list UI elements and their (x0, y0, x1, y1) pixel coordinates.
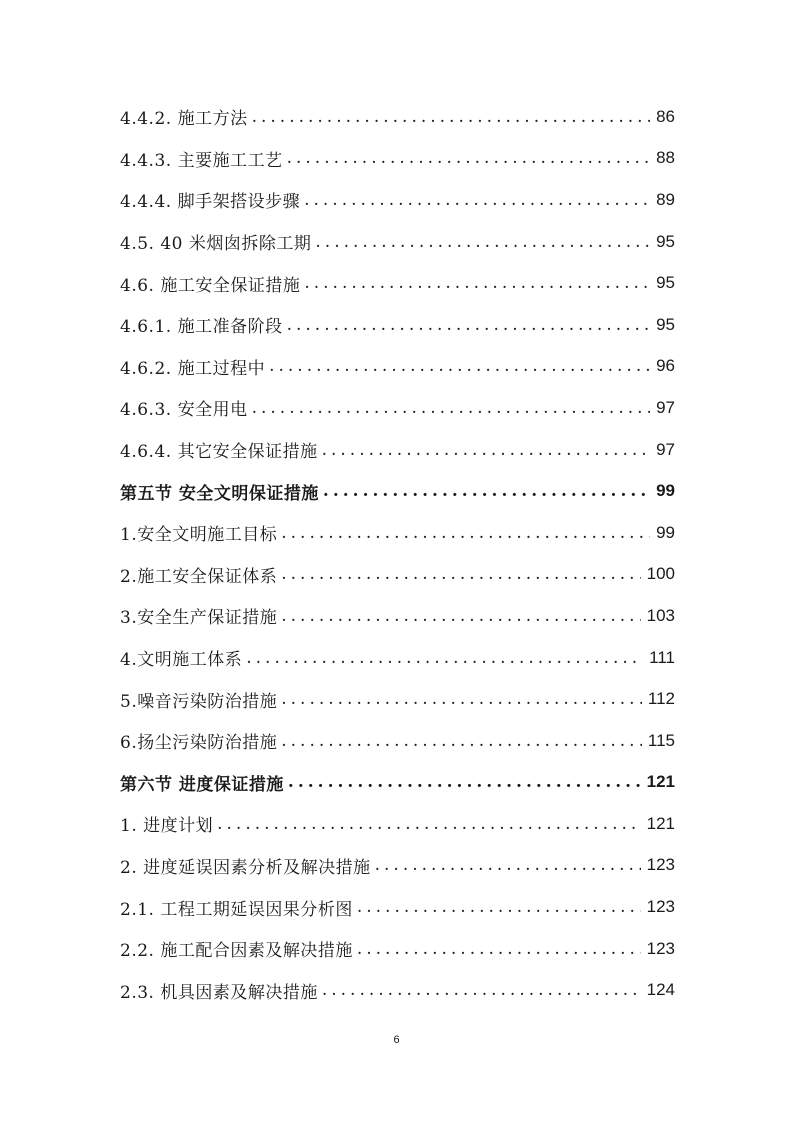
toc-entry-label: 6.扬尘污染防治措施 (120, 733, 278, 754)
toc-leader-dots (315, 232, 650, 252)
toc-entry[interactable] (120, 554, 675, 596)
toc-entry-label: 4.4.4. 脚手架搭设步骤 (120, 192, 301, 213)
toc-entry-label: 4.4.3. 主要施工工艺 (120, 150, 283, 171)
toc-entry-label: 2. 进度延误因素分析及解决措施 (120, 857, 371, 878)
toc-entry-page: 111 (649, 647, 675, 667)
toc-entry[interactable] (120, 96, 675, 138)
toc-leader-dots (246, 648, 643, 668)
toc-leader-dots (281, 523, 650, 543)
toc-entry-page: 123 (646, 938, 675, 958)
toc-entry-page: 95 (656, 314, 675, 334)
toc-entry-label: 第五节 安全文明保证措施 (120, 483, 319, 504)
toc-entry[interactable] (120, 678, 675, 720)
toc-section-heading[interactable] (120, 762, 675, 804)
toc-entry-label: 4.4.2. 施工方法 (120, 109, 248, 130)
toc-entry-page: 97 (656, 439, 675, 459)
toc-entry-label: 2.3. 机具因素及解决措施 (120, 982, 318, 1003)
toc-entry-label: 4.6.2. 施工过程中 (120, 358, 266, 379)
toc-entry-page: 100 (646, 564, 675, 584)
toc-leader-dots (322, 440, 651, 460)
toc-entry-page: 121 (646, 813, 675, 833)
toc-entry[interactable] (120, 387, 675, 429)
toc-entry[interactable] (120, 637, 675, 679)
toc-leader-dots (281, 606, 640, 626)
toc-entry-label: 第六节 进度保证措施 (120, 774, 284, 795)
toc-section-heading[interactable] (120, 470, 675, 512)
toc-entry[interactable] (120, 138, 675, 180)
toc-entry-page: 124 (646, 980, 675, 1000)
toc-leader-dots (357, 897, 641, 917)
toc-leader-dots (304, 273, 650, 293)
toc-entry-label: 4.6.3. 安全用电 (120, 400, 248, 421)
toc-entry-label: 3.安全生产保证措施 (120, 608, 278, 629)
toc-entry[interactable] (120, 886, 675, 928)
toc-entry[interactable] (120, 179, 675, 221)
toc-leader-dots (217, 814, 641, 834)
toc-entry-label: 1. 进度计划 (120, 816, 214, 837)
page-number: 6 (393, 1034, 400, 1046)
toc-entry-label: 4.6.1. 施工准备阶段 (120, 317, 283, 338)
toc-entry[interactable] (120, 262, 675, 304)
toc-leader-dots (288, 772, 641, 792)
toc-entry-label: 4.6.4. 其它安全保证措施 (120, 442, 318, 463)
toc-entry-page: 123 (646, 897, 675, 917)
toc-entry[interactable] (120, 720, 675, 762)
toc-entry-page: 97 (656, 397, 675, 417)
toc-entry-label: 2.2. 施工配合因素及解决措施 (120, 941, 353, 962)
toc-entry-label: 1.安全文明施工目标 (120, 525, 278, 546)
toc-entry-page: 89 (656, 189, 675, 209)
toc-entry-page: 95 (656, 273, 675, 293)
toc-entry-page: 86 (656, 106, 675, 126)
toc-leader-dots (287, 315, 651, 335)
toc-entry[interactable] (120, 803, 675, 845)
toc-entry-page: 99 (656, 481, 675, 501)
toc-entry-page: 88 (656, 148, 675, 168)
toc-entry[interactable] (120, 429, 675, 471)
toc-leader-dots (287, 148, 651, 168)
toc-entry[interactable] (120, 512, 675, 554)
toc-entry[interactable] (120, 221, 675, 263)
toc-entry-label: 4.5. 40 米烟囱拆除工期 (120, 234, 312, 255)
toc-entry[interactable] (120, 969, 675, 1011)
toc-leader-dots (281, 564, 640, 584)
toc-entry[interactable] (120, 304, 675, 346)
toc-leader-dots (323, 481, 650, 501)
toc-entry-page: 95 (656, 231, 675, 251)
toc-leader-dots (252, 398, 651, 418)
toc-entry[interactable] (120, 928, 675, 970)
toc-leader-dots (281, 689, 642, 709)
toc-entry[interactable] (120, 595, 675, 637)
toc-entry-page: 112 (647, 689, 675, 709)
toc-entry-page: 96 (656, 356, 675, 376)
toc-entry-label: 5.噪音污染防治措施 (120, 691, 278, 712)
table-of-contents (120, 96, 675, 1011)
toc-leader-dots (357, 939, 641, 959)
toc-entry-label: 4.6. 施工安全保证措施 (120, 275, 301, 296)
toc-entry-label: 4.文明施工体系 (120, 650, 243, 671)
toc-entry-page: 99 (656, 522, 675, 542)
toc-entry[interactable] (120, 346, 675, 388)
toc-entry[interactable] (120, 845, 675, 887)
toc-leader-dots (281, 731, 642, 751)
toc-leader-dots (322, 980, 641, 1000)
toc-entry-label: 2.施工安全保证体系 (120, 566, 278, 587)
toc-leader-dots (375, 855, 641, 875)
toc-entry-page: 115 (647, 730, 675, 750)
toc-entry-page: 123 (646, 855, 675, 875)
toc-entry-label: 2.1. 工程工期延误因果分析图 (120, 899, 353, 920)
toc-leader-dots (252, 107, 651, 127)
toc-entry-page: 121 (646, 772, 675, 792)
toc-leader-dots (304, 190, 650, 210)
toc-entry-page: 103 (646, 605, 675, 625)
toc-leader-dots (269, 356, 650, 376)
